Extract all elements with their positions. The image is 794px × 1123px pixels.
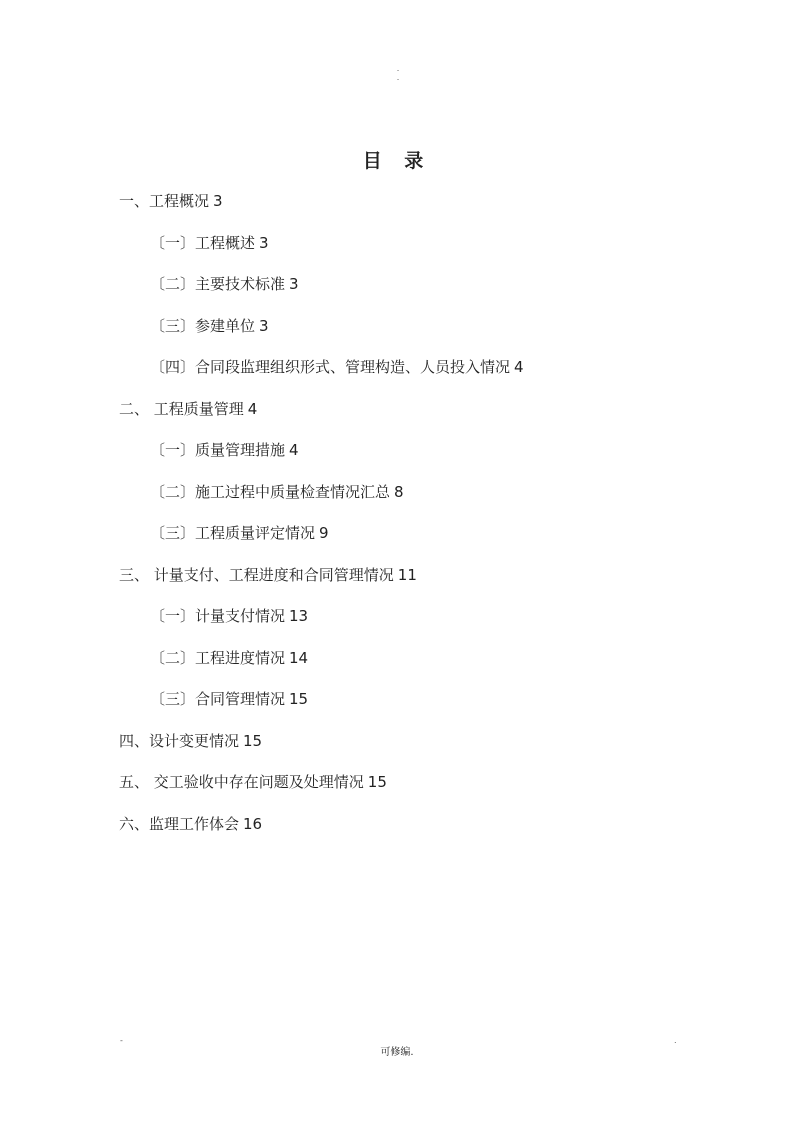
toc-entry-page: 3 <box>259 234 269 252</box>
toc-entry-title: 〔三〕工程质量评定情况 <box>150 524 316 542</box>
toc-entry-3[interactable] <box>119 564 417 586</box>
toc-entry-1-2[interactable] <box>150 273 299 295</box>
toc-entry-2-2[interactable] <box>150 481 404 503</box>
toc-entry-page: 4 <box>514 358 524 376</box>
toc-entry-title: 〔四〕合同段监理组织形式、管理构造、人员投入情况 <box>150 358 511 376</box>
toc-entry-page: 8 <box>394 483 404 501</box>
toc-entry-page: 4 <box>247 400 258 418</box>
toc-entry-1-3[interactable] <box>150 315 269 337</box>
toc-entry-title: 〔一〕质量管理措施 <box>150 441 286 459</box>
toc-entry-3-1[interactable] <box>150 605 308 627</box>
toc-entry-title: 五、 交工验收中存在问题及处理情况 <box>119 773 364 791</box>
toc-entry-page: 16 <box>243 815 263 833</box>
toc-entry-page: 13 <box>289 607 309 625</box>
page-title: 目 录 <box>362 150 432 172</box>
toc-entry-2-3[interactable] <box>150 522 329 544</box>
toc-entry-title: 〔二〕主要技术标准 <box>150 275 286 293</box>
toc-entry-page: 9 <box>319 524 329 542</box>
toc-entry-title: 六、监理工作体会 <box>119 815 240 833</box>
toc-entry-title: 四、设计变更情况 <box>119 732 240 750</box>
toc-entry-page: 14 <box>289 649 309 667</box>
toc-entry-title: 〔三〕合同管理情况 <box>150 690 286 708</box>
toc-entry-page: 3 <box>289 275 299 293</box>
footer-left-mark: - <box>120 1036 123 1045</box>
toc-entry-title: 〔一〕计量支付情况 <box>150 607 286 625</box>
toc-entry-title: 〔二〕工程进度情况 <box>150 649 286 667</box>
toc-entry-title: 〔二〕施工过程中质量检查情况汇总 <box>150 483 391 501</box>
toc-entry-1[interactable] <box>119 190 223 212</box>
toc-entry-page: 3 <box>259 317 269 335</box>
footer-editable-note: 可修编. <box>380 1047 414 1058</box>
toc-entry-title: 二、 工程质量管理 <box>119 400 244 418</box>
toc-entry-1-4[interactable] <box>150 356 524 378</box>
toc-entry-title: 〔三〕参建单位 <box>150 317 256 335</box>
toc-entry-2[interactable] <box>119 398 257 420</box>
toc-entry-5[interactable] <box>119 771 387 793</box>
toc-entry-title: 一、工程概况 <box>119 192 210 210</box>
toc-entry-6[interactable] <box>119 813 262 835</box>
toc-entry-3-2[interactable] <box>150 647 308 669</box>
toc-entry-title: 〔一〕工程概述 <box>150 234 256 252</box>
toc-entry-page: 15 <box>367 773 387 791</box>
toc-entry-title: 三、 计量支付、工程进度和合同管理情况 <box>119 566 394 584</box>
toc-entry-page: 4 <box>289 441 299 459</box>
toc-entry-1-1[interactable] <box>150 232 269 254</box>
toc-entry-page: 3 <box>213 192 223 210</box>
toc-entry-page: 15 <box>243 732 263 750</box>
header-dots: . . <box>396 64 400 82</box>
toc-entry-3-3[interactable] <box>150 688 308 710</box>
toc-entry-page: 11 <box>397 566 417 584</box>
toc-entry-4[interactable] <box>119 730 262 752</box>
toc-entry-page: 15 <box>289 690 309 708</box>
footer-right-mark: . <box>674 1036 677 1045</box>
toc-entry-2-1[interactable] <box>150 439 299 461</box>
